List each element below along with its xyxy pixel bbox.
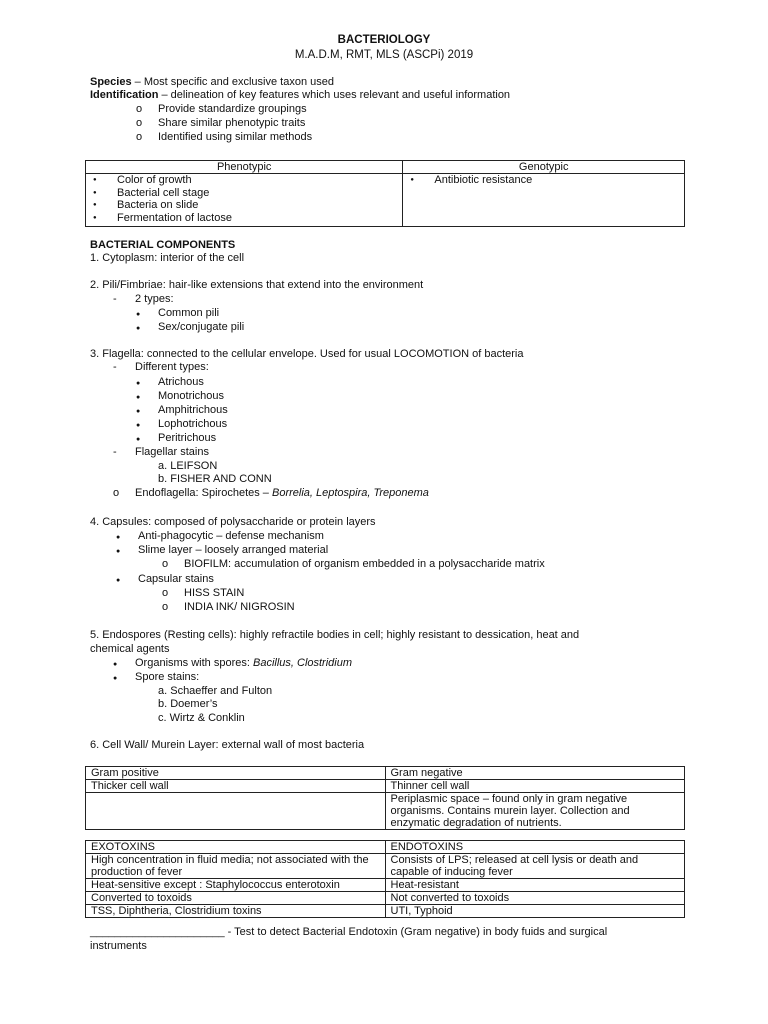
table-cell: Consists of LPS; released at cell lysis or death and capable of inducing fever — [385, 854, 685, 879]
list-item: ● Lophotrichous — [136, 418, 228, 430]
list-item: a. Schaeffer and Fulton — [158, 685, 273, 697]
table-header: Phenotypic — [86, 161, 403, 174]
flagella-item: 3. Flagella: connected to the cellular envelope. Used for usual LOCOMOTION of bacteria — [90, 348, 524, 360]
list-item: o HISS STAIN — [162, 587, 245, 599]
table-row — [86, 793, 685, 830]
list-item: ● Bacteria on slide — [91, 199, 397, 212]
section-heading: BACTERIAL COMPONENTS — [90, 239, 236, 251]
table-cell: Periplasmic space – found only in gram negative organisms. Contains murein layer. Collection and enzymatic degradation of nutrients. — [385, 793, 685, 830]
table-row — [86, 892, 685, 905]
list-item: ● Slime layer – loosely arranged material — [116, 544, 329, 556]
toxin-comparison-table — [85, 840, 685, 918]
endospores-item-cont: chemical agents — [90, 643, 170, 655]
table-cell — [86, 793, 386, 830]
list-item: - Flagellar stains — [113, 446, 209, 458]
table-cell: Heat-sensitive except : Staphylococcus enterotoxin — [86, 879, 386, 892]
table-row — [86, 780, 685, 793]
table-row — [86, 767, 685, 780]
list-item: ● Spore stains: — [113, 671, 200, 683]
document-subtitle: M.A.D.M, RMT, MLS (ASCPi) 2019 — [294, 49, 474, 61]
list-item: ● Peritrichous — [136, 432, 217, 444]
list-item: - 2 types: — [113, 293, 174, 305]
list-item: ● Fermentation of lactose — [91, 212, 397, 225]
table-cell: UTI, Typhoid — [385, 905, 685, 918]
list-item: o Identified using similar methods — [136, 131, 313, 143]
table-row — [86, 841, 685, 854]
cytoplasm-item: 1. Cytoplasm: interior of the cell — [90, 252, 245, 264]
capsules-item: 4. Capsules: composed of polysaccharide or protein layers — [90, 516, 376, 528]
list-item: ● Antibiotic resistance — [408, 174, 679, 187]
identification-definition: Identification – delineation of key features which uses relevant and useful information — [90, 89, 511, 101]
pili-item: 2. Pili/Fimbriae: hair-like extensions that extend into the environment — [90, 279, 424, 291]
list-item: ● Organisms with spores: Bacillus, Clostridium — [113, 657, 353, 669]
table-cell: Gram negative — [385, 767, 685, 780]
list-item: - Different types: — [113, 361, 209, 373]
endospores-item: 5. Endospores (Resting cells): highly refractile bodies in cell; highly resistant to dessication, heat and — [90, 629, 580, 641]
table-row — [86, 854, 685, 879]
list-item: o INDIA INK/ NIGROSIN — [162, 601, 295, 613]
list-item: ● Capsular stains — [116, 573, 214, 585]
list-item: o BIOFILM: accumulation of organism embedded in a polysaccharide matrix — [162, 558, 545, 570]
genotypic-cell — [403, 174, 685, 227]
list-item: ● Monotrichous — [136, 390, 225, 402]
table-cell: Heat-resistant — [385, 879, 685, 892]
table-cell: ENDOTOXINS — [385, 841, 685, 854]
phenotypic-genotypic-table — [85, 160, 685, 227]
list-item: ● Atrichous — [136, 376, 204, 388]
table-cell: Thinner cell wall — [385, 780, 685, 793]
list-item: ● Color of growth — [91, 174, 397, 187]
list-item: a. LEIFSON — [158, 460, 218, 472]
table-cell: TSS, Diphtheria, Clostridium toxins — [86, 905, 386, 918]
table-cell: Converted to toxoids — [86, 892, 386, 905]
table-cell: Gram positive — [86, 767, 386, 780]
list-item: ● Common pili — [136, 307, 220, 319]
table-cell: Not converted to toxoids — [385, 892, 685, 905]
document-title: BACTERIOLOGY — [337, 34, 431, 46]
list-item: ● Anti-phagocytic – defense mechanism — [116, 530, 324, 542]
footer-question: ______________________ - Test to detect Bacterial Endotoxin (Gram negative) in body fuids and surgical — [90, 926, 608, 938]
list-item: b. Doemer’s — [158, 698, 218, 710]
list-item: b. FISHER AND CONN — [158, 473, 272, 485]
list-item: ● Bacterial cell stage — [91, 187, 397, 200]
list-item: ● Sex/conjugate pili — [136, 321, 245, 333]
list-item: o Endoflagella: Spirochetes – Borrelia, Leptospira, Treponema — [113, 487, 429, 499]
table-header: Genotypic — [403, 161, 685, 174]
list-item: o Share similar phenotypic traits — [136, 117, 306, 129]
list-item: ● Amphitrichous — [136, 404, 228, 416]
footer-question-cont: instruments — [90, 940, 147, 952]
answer-blank: ______________________ — [90, 926, 225, 938]
table-cell: High concentration in fluid media; not associated with the production of fever — [86, 854, 386, 879]
table-row — [86, 879, 685, 892]
species-definition: Species – Most specific and exclusive taxon used — [90, 76, 334, 88]
gram-comparison-table — [85, 766, 685, 830]
table-cell: Thicker cell wall — [86, 780, 386, 793]
list-item: c. Wirtz & Conklin — [158, 712, 245, 724]
table-row — [86, 905, 685, 918]
table-cell: EXOTOXINS — [86, 841, 386, 854]
phenotypic-cell — [86, 174, 403, 227]
list-item: o Provide standardize groupings — [136, 103, 307, 115]
cell-wall-item: 6. Cell Wall/ Murein Layer: external wall of most bacteria — [90, 739, 365, 751]
